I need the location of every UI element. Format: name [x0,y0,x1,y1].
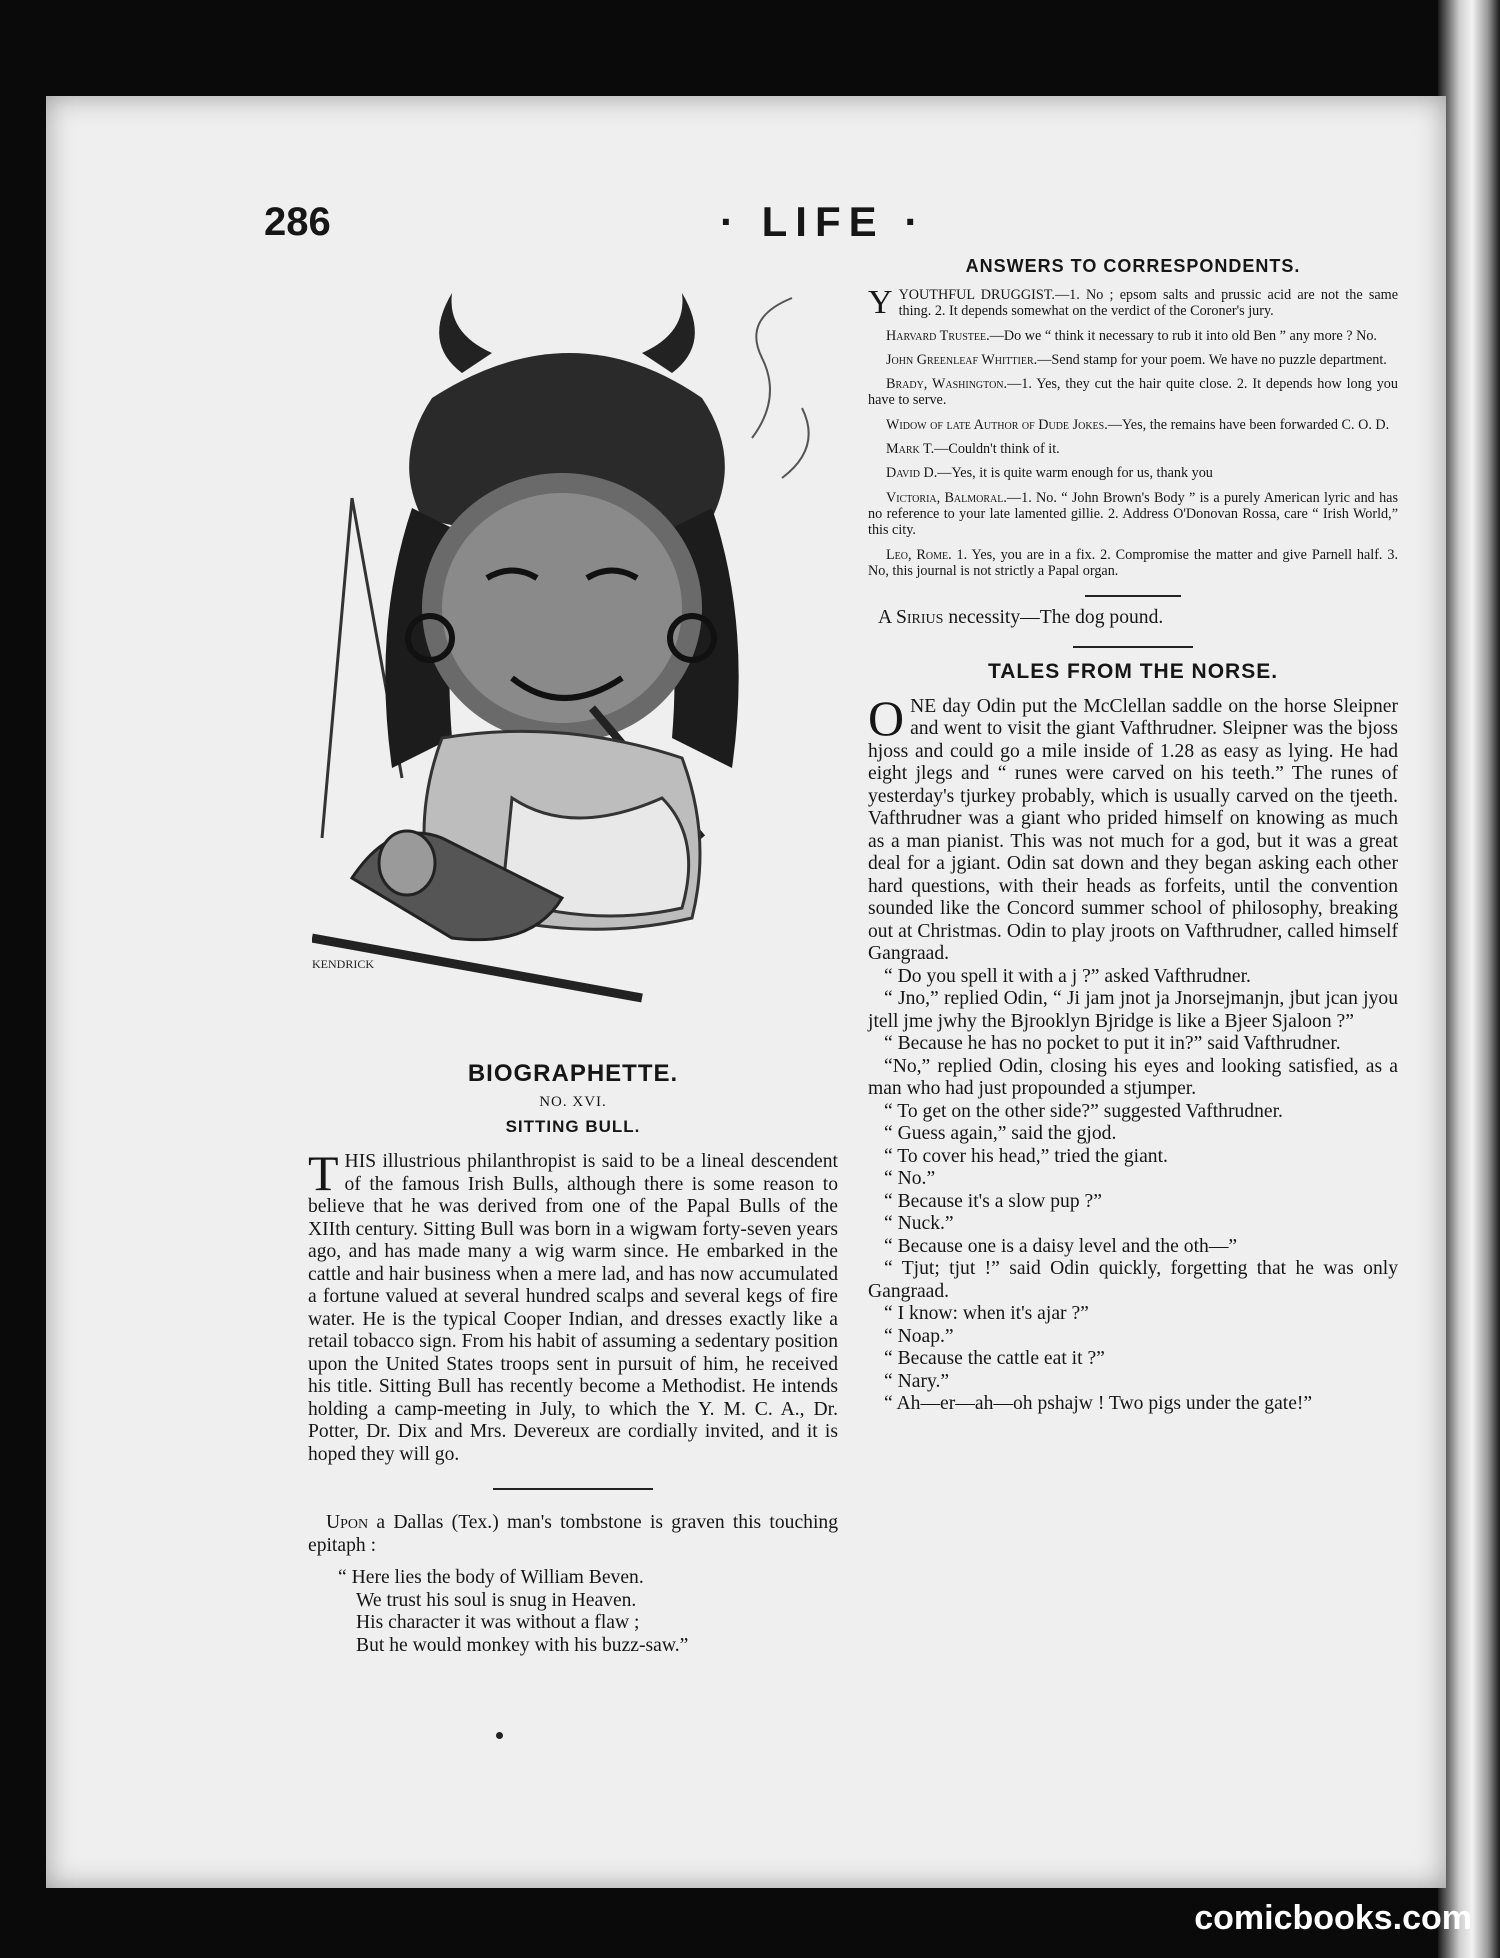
dialog-line: “ Noap.” [884,1325,954,1347]
dialog-line: “ Because it's a slow pup ?” [884,1190,1102,1212]
masthead: · LIFE · [720,198,927,245]
divider [1085,595,1181,597]
dialog-line: “ To get on the other side?” suggested Vafthrudner. [884,1100,1283,1122]
answer-item: Leo, Rome. 1. Yes, you are in a fix. 2. Compromise the matter and give Parnell half. 3. No, this journal is not strictly a Papal organ. [868,546,1398,579]
dialog-line: “ No.” [884,1168,936,1190]
ink-dot [496,1732,503,1739]
right-column [868,256,1398,1416]
poem-line: But he would monkey with his buzz-saw.” [356,1634,689,1656]
dialog-line: “ Tjut; tjut !” said Odin quickly, forgetting that he was only Gangraad. [868,1258,1398,1302]
answer-item: YYOUTHFUL DRUGGIST.—1. No ; epsom salts and prussic acid are not the same thing. 2. It depends somewhat on the verdict of the Coroner's jury. [868,284,1398,321]
sitting-bull-illustration [312,278,846,1028]
divider [493,1488,653,1490]
magazine-page [46,96,1446,1888]
answer-item: Widow of late Author of Dude Jokes.—Yes, the remains have been forwarded C. O. D. [886,416,1390,433]
answer-item: Victoria, Balmoral.—1. No. “ John Brown's Body ” is a purely American lyric and has no reference to your late lamented gillie. 2. Address O'Donovan Rossa, care “ Irish World,” this city. [868,489,1398,539]
epitaph-intro: Upon a Dallas (Tex.) man's tombstone is graven this touching epitaph : [308,1512,838,1556]
dialog-line: “ Because he has no pocket to put it in?” said Vafthrudner. [884,1033,1341,1055]
watermark: comicbooks.com [1194,1899,1472,1937]
page-header [46,200,1446,260]
poem-line: We trust his soul is snug in Heaven. [356,1589,637,1611]
dialog-line: “ Nuck.” [884,1213,954,1235]
dialog-line: “ To cover his head,” tried the giant. [884,1145,1168,1167]
dialog-line: “ Because one is a daisy level and the oth—” [884,1235,1238,1257]
poem-line: “ Here lies the body of William Beven. [338,1567,644,1588]
page-number: 286 [264,200,331,244]
artist-signature: KENDRICK [312,957,374,971]
answer-item: Brady, Washington.—1. Yes, they cut the hair quite close. 2. It depends how long you have to serve. [868,376,1398,409]
biographette-subject: SITTING BULL. [505,1117,641,1136]
answer-item: Harvard Trustee.—Do we “ think it necessary to rub it into old Ben ” any more ? No. [886,327,1377,344]
answer-item: John Greenleaf Whittier.—Send stamp for your poem. We have no puzzle department. [886,351,1387,368]
biographette-number: NO. XVI. [539,1094,607,1110]
answer-item: David D.—Yes, it is quite warm enough for us, thank you [886,465,1213,482]
biographette-title: BIOGRAPHETTE. [467,1060,679,1087]
left-column [308,1060,838,1657]
dialog-line: “ Nary.” [884,1370,950,1392]
dialog-line: “ Because the cattle eat it ?” [884,1348,1105,1370]
dialog-line: “ Do you spell it with a j ?” asked Vafthrudner. [884,965,1251,987]
norse-title: TALES FROM THE NORSE. [987,659,1279,683]
book-binding [1438,0,1500,1958]
biographette-text: THIS illustrious philanthropist is said to be a lineal descendent of the famous Irish Bulls, although there is some reason to believe that he was derived from one of the Papal Bulls of the XIIth century. Sitting Bull was born in a wigwam forty-seven years ago, and has made many a wig warm since. He embarked in the cattle and hair business when a mere lad, and has now accumulated a fortune valued at several hundred scalps and several kegs of fire water. He is the typical Cooper Indian, and dresses exactly like a retail tobacco sign. From his habit of assuming a sedentary position upon the United States troops sent in pursuit of him, he received his title. Sitting Bull has recently become a Methodist. He intends holding a camp-meeting in July, to which the Y. M. C. A., Dr. Potter, Dr. Dix and Mrs. Devereux are cordially invited, and it is hoped they will go. [308,1145,838,1465]
answer-item: Mark T.—Couldn't think of it. [886,441,1060,458]
dropcap: T [308,1145,339,1201]
dialog-line: “ Guess again,” said the gjod. [884,1123,1117,1145]
norse-dialog [868,966,1398,1416]
sirius-joke: A Sirius necessity—The dog pound. [878,607,1164,629]
answers-list [868,284,1398,579]
dialog-line: “ Ah—er—ah—oh pshajw ! Two pigs under the gate!” [884,1393,1313,1415]
epitaph-poem [338,1567,838,1657]
divider [1073,646,1193,648]
dialog-line: “ I know: when it's ajar ?” [884,1303,1089,1325]
answers-title: ANSWERS TO CORRESPONDENTS. [965,256,1301,276]
poem-line: His character it was without a flaw ; [356,1612,640,1633]
dialog-line: “ Jno,” replied Odin, “ Ji jam jnot ja Jnorsejmanjn, jbut jcan jyou jtell jme jwhy the Bjrooklyn Bjridge is like a Bjeer Sjaloon ?” [868,988,1398,1032]
dialog-line: “No,” replied Odin, closing his eyes and looking satisfied, as a man who had just propounded a stjumper. [868,1055,1398,1100]
norse-opening: ONE day Odin put the McClellan saddle on the horse Sleipner and went to visit the giant Vafthrudner. Sleipner was the bjoss hjoss and could go a mile inside of 1.28 as easy as lying. He had eight jlegs and “ runes were carved on his teeth.” The runes of yesterday's tjurkey probably, which is usually carved on the tjeeth. Vafthrudner was a giant who prided himself on knowing as much as a man pianist. This was not much for a god, but it was a great deal for a jgiant. Odin sat down and they began asking each other hard questions, with their heads as forfeits, until the convention sounded like the Concord summer school of philosophy, breaking out at Christmas. Odin to play jroots on Vafthrudner, called himself Gangraad. [868,689,1398,965]
